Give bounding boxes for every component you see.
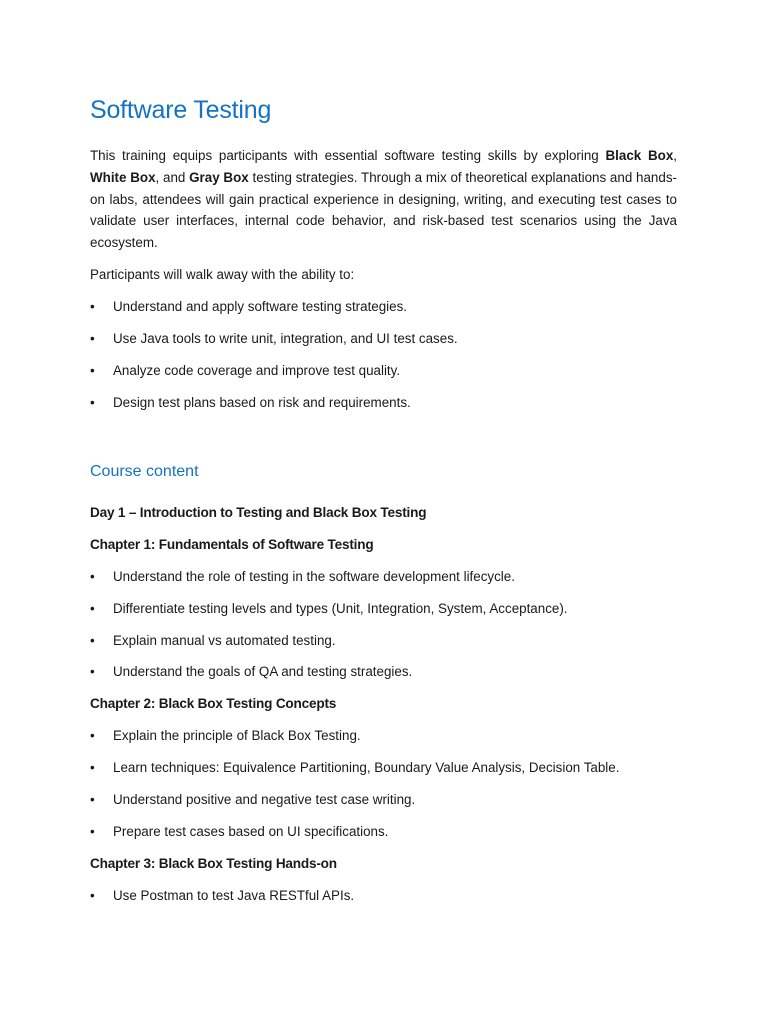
chapter-2-list bbox=[90, 725, 677, 843]
gray-box-term: Gray Box bbox=[189, 169, 249, 185]
list-item: • Use Postman to test Java RESTful APIs. bbox=[90, 885, 677, 907]
intro-text-2: , bbox=[673, 148, 678, 163]
chapter-2-heading: Chapter 2: Black Box Testing Concepts bbox=[90, 696, 337, 712]
list-item: • Design test plans based on risk and requirements. bbox=[90, 392, 677, 414]
intro-paragraph bbox=[90, 145, 677, 254]
chapter-3-list bbox=[90, 885, 677, 907]
list-item: • Differentiate testing levels and types (Unit, Integration, System, Acceptance). bbox=[90, 598, 677, 620]
list-item: • Analyze code coverage and improve test quality. bbox=[90, 360, 677, 382]
day-1-heading: Day 1 – Introduction to Testing and Black Box Testing bbox=[90, 504, 427, 520]
list-item: • Understand the goals of QA and testing strategies. bbox=[90, 661, 677, 683]
list-item: • Learn techniques: Equivalence Partitioning, Boundary Value Analysis, Decision Table. bbox=[90, 757, 677, 779]
outcomes-list bbox=[90, 296, 677, 414]
list-item: • Understand positive and negative test case writing. bbox=[90, 789, 677, 811]
list-item: • Explain manual vs automated testing. bbox=[90, 630, 677, 652]
document-page bbox=[90, 92, 677, 917]
white-box-term: White Box bbox=[90, 169, 156, 185]
document-title: Software Testing bbox=[90, 96, 272, 124]
chapter-1-heading: Chapter 1: Fundamentals of Software Testing bbox=[90, 536, 374, 552]
outcomes-lead: Participants will walk away with the ability to: bbox=[90, 266, 355, 282]
list-item: • Use Java tools to write unit, integration, and UI test cases. bbox=[90, 328, 677, 350]
chapter-1-list bbox=[90, 566, 677, 684]
intro-text-3: , and bbox=[155, 169, 190, 185]
list-item: • Explain the principle of Black Box Testing. bbox=[90, 725, 677, 747]
intro-text-4: testing strategies. Through a mix of theoretical explanations and hands-on labs, attendees will gain practical experience in designing, writing, and executing test cases to validate user interfaces, internal code behavior, and risk-based test scenarios using the Java ecosystem. bbox=[90, 169, 677, 251]
list-item: • Prepare test cases based on UI specifications. bbox=[90, 821, 677, 843]
black-box-term: Black Box bbox=[605, 148, 674, 163]
chapter-3-heading: Chapter 3: Black Box Testing Hands-on bbox=[90, 856, 337, 872]
intro-text-1: This training equips participants with essential software testing skills by exploring bbox=[90, 148, 606, 163]
list-item: • Understand the role of testing in the software development lifecycle. bbox=[90, 566, 677, 588]
list-item: • Understand and apply software testing strategies. bbox=[90, 296, 677, 318]
course-content-heading: Course content bbox=[90, 462, 199, 480]
